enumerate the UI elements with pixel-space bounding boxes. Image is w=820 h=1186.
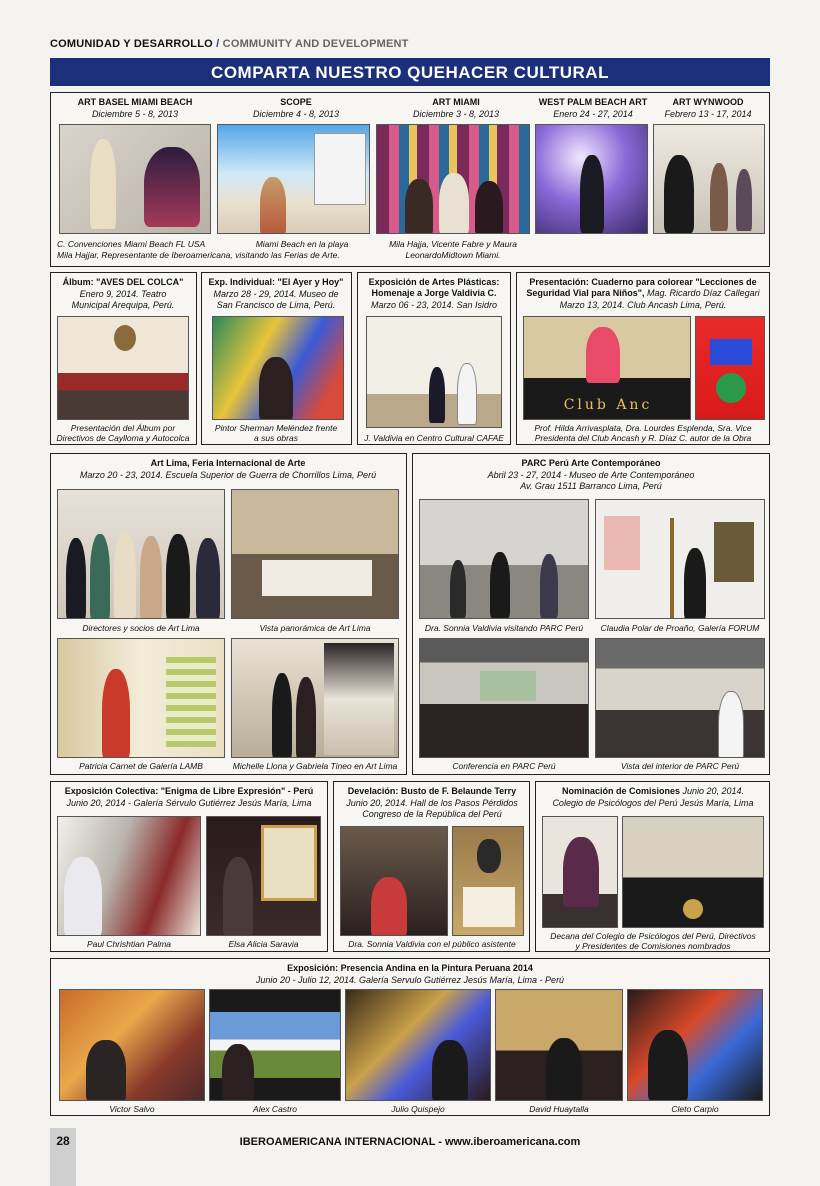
photo-caption: Victor Salvo [109, 1104, 155, 1114]
photo-decana [542, 816, 618, 928]
section-label-en: COMMUNITY AND DEVELOPMENT [222, 38, 409, 50]
event-title: ART WYNWOOD [672, 97, 744, 107]
photo-caption: Presidenta del Club Ancash y R. Díaz C. autor de la Obra [534, 433, 752, 443]
photo-caption: David Huaytalla [529, 1104, 589, 1114]
photo-caption: Conferencia en PARC Perú [452, 761, 556, 771]
event-date: Diciembre 3 - 8, 2013 [412, 109, 500, 119]
event-title: Homenaje a Jorge Valdivia C. [371, 288, 497, 298]
photo-caption: Elsa Alicia Saravia [228, 939, 299, 949]
photo-commissions [622, 816, 764, 928]
photo-sherman-melendez [212, 316, 344, 420]
section-separator: / [212, 38, 223, 50]
page-number: 28 [50, 1128, 76, 1186]
photo-caption: Julio Quispejo [391, 1104, 445, 1114]
event-date: Enero 9, 2014. Teatro [79, 289, 167, 299]
event-title: SCOPE [280, 97, 312, 107]
event-title: ART MIAMI [432, 97, 480, 107]
photo-patricia-carnet [57, 638, 225, 758]
event-title: PARC Perú Arte Contemporáneo [521, 458, 661, 468]
event-date: Diciembre 5 - 8, 2013 [91, 109, 179, 119]
photo-caption: Vista panorámica de Art Lima [259, 623, 371, 633]
photo-caption: y Presidentes de Comisiones nombrados [575, 941, 731, 951]
photo-elsa-saravia [206, 816, 321, 936]
photo-caption: Miami Beach en la playa [255, 239, 349, 249]
event-date: Marzo 13, 2014. Club Ancash Lima, Perú. [559, 300, 727, 310]
event-venue: Municipal Arequipa, Perú. [71, 300, 175, 310]
art-fairs-box [50, 92, 770, 267]
photo-caption: Claudia Polar de Proaño, Galería FORUM [600, 623, 760, 633]
photo-caption: Decana del Colegio de Psicólogos del Perú, Directivos [550, 931, 756, 941]
art-lima-box [50, 453, 407, 775]
event-title: Exposición Colectiva: "Enigma de Libre Expresión" - Perú [64, 786, 314, 796]
photo-caption: Dra. Sonnia Valdivia visitando PARC Perú [424, 623, 584, 633]
event-author: Mag. Ricardo Díaz Callegari [644, 288, 760, 298]
event-title: Exposición de Artes Plásticas: [368, 277, 500, 287]
photo-victor-salvo [59, 989, 205, 1101]
parc-box [412, 453, 770, 775]
event-title: Develación: Busto de F. Belaunde Terry [347, 786, 517, 796]
event-date: Enero 24 - 27, 2014 [553, 109, 633, 119]
photo-caption: Prof. Hilda Arrivasplata, Dra. Lourdes Esplenda, Sra. Vice [534, 423, 752, 433]
photo-club-ancash [523, 316, 691, 420]
event-date: Junio 20, 2014. [679, 786, 745, 796]
event-date: Febrero 13 - 17, 2014 [664, 109, 752, 119]
photo-parc-interior [595, 638, 765, 758]
photo-caption: LeonardoMidtown Miami. [405, 250, 501, 260]
event-title: Art Lima, Feria Internacional de Arte [150, 458, 306, 468]
event-date: Diciembre 4 - 8, 2013 [252, 109, 340, 119]
photo-west-palm [535, 124, 648, 234]
event-date: Junio 20 - Julio 12, 2014. Galería Servulo Gutiérrez Jesús María, Lima - Perú [255, 975, 565, 985]
section-header [50, 38, 409, 50]
busto-box [333, 781, 530, 952]
photo-caption: Patricia Carnet de Galería LAMB [79, 761, 203, 771]
page-banner: COMPARTA NUESTRO QUEHACER CULTURAL [50, 58, 770, 86]
photo-alex-castro [209, 989, 341, 1101]
photo-caption: J. Valdivia en Centro Cultural CAFAE [364, 433, 504, 443]
event-date: Abril 23 - 27, 2014 - Museo de Arte Contemporáneo [487, 470, 695, 480]
photo-caption: C. Convenciones Miami Beach FL USA [57, 239, 206, 249]
photo-bust-belaunde [452, 826, 524, 936]
photo-caption: Dra. Sonnia Valdivia con el público asistente [348, 939, 516, 949]
photo-album-presentation [57, 316, 189, 420]
presencia-andina-box [50, 958, 770, 1116]
footer-text: IBEROAMERICANA INTERNACIONAL - www.iberoamericana.com [239, 1136, 581, 1148]
photo-caption: Directores y socios de Art Lima [82, 623, 200, 633]
event-date: Marzo 06 - 23, 2014. San Isidro [370, 300, 498, 310]
photo-caption: Paul Chrishtian Palma [86, 939, 172, 949]
colectiva-box [50, 781, 328, 952]
photo-cleto-carpio [627, 989, 763, 1101]
photo-public-assistant [340, 826, 448, 936]
album-box [50, 272, 197, 445]
event-title: ART BASEL MIAMI BEACH [77, 97, 193, 107]
event-date: Junio 20, 2014 - Galería Sérvulo Gutiérrez Jesús María, Lima [66, 798, 312, 808]
event-venue: Colegio de Psicólogos del Perú Jesús María, Lima [552, 798, 754, 808]
event-title: Seguridad Vial para Niños", [526, 288, 645, 298]
photo-caption: Vista del interior de PARC Perú [620, 761, 740, 771]
section-label: COMUNIDAD Y DESARROLLO [50, 38, 213, 50]
event-venue: San Francisco de Lima, Perú. [216, 300, 336, 310]
photo-paul-palma [57, 816, 201, 936]
event-venue: Congreso de la República del Perú [362, 809, 502, 819]
event-title: Exposición: Presencia Andina en la Pintura Peruana 2014 [287, 963, 533, 973]
photo-caption: Alex Castro [253, 1104, 297, 1114]
event-venue: Av. Grau 1511 Barranco Lima, Perú [520, 481, 662, 491]
event-date: Marzo 28 - 29, 2014. Museo de [213, 289, 339, 299]
photo-julio-quispejo [345, 989, 491, 1101]
photo-david-huaytalla [495, 989, 623, 1101]
photo-claudia-polar [595, 499, 765, 619]
photo-caption: a sus obras [254, 433, 298, 443]
photo-art-miami [376, 124, 530, 234]
event-date: Junio 20, 2014. Hall de los Pasos Pérdidos [346, 798, 518, 808]
photo-caption: Pintor Sherman Meléndez frente [214, 423, 338, 433]
photo-caption: Presentación del Álbum por [70, 423, 176, 433]
photo-art-wynwood [653, 124, 765, 234]
photo-caption: Mila Hajja, Vicente Fabre y Maura [389, 239, 517, 249]
photo-scope-beach [217, 124, 370, 234]
nominacion-box [535, 781, 770, 952]
photo-art-basel [59, 124, 211, 234]
photo-parc-valdivia [419, 499, 589, 619]
event-title: WEST PALM BEACH ART [538, 97, 648, 107]
photo-caption: Mila Hajjar, Representante de Iberoamericana, visitando las Ferias de Arte. [57, 250, 340, 260]
photo-caption: Cleto Carpio [671, 1104, 719, 1114]
artes-plasticas-box [357, 272, 511, 445]
presentacion-box [516, 272, 770, 445]
photo-coloring-book [695, 316, 765, 420]
photo-llona-tineo [231, 638, 399, 758]
event-title: Presentación: Cuaderno para colorear "Lecciones de [529, 277, 757, 287]
expo-individual-box [201, 272, 352, 445]
photo-valdivia-cafae [366, 316, 502, 428]
club-sign: Club Anc [563, 397, 653, 413]
event-title: Exp. Individual: "El Ayer y Hoy" [208, 277, 344, 287]
event-date: Marzo 20 - 23, 2014. Escuela Superior de Guerra de Chorrillos Lima, Perú [79, 470, 377, 480]
event-title: Álbum: "AVES DEL COLCA" [62, 277, 184, 287]
event-title: Nominación de Comisiones [561, 786, 680, 796]
photo-caption: Directivos de Caylloma y Autocolca [56, 433, 190, 443]
photo-art-lima-panorama [231, 489, 399, 619]
photo-caption: Michelle Llona y Gabriela Tineo en Art Lima [232, 761, 398, 771]
photo-parc-conference [419, 638, 589, 758]
photo-art-lima-directors [57, 489, 225, 619]
